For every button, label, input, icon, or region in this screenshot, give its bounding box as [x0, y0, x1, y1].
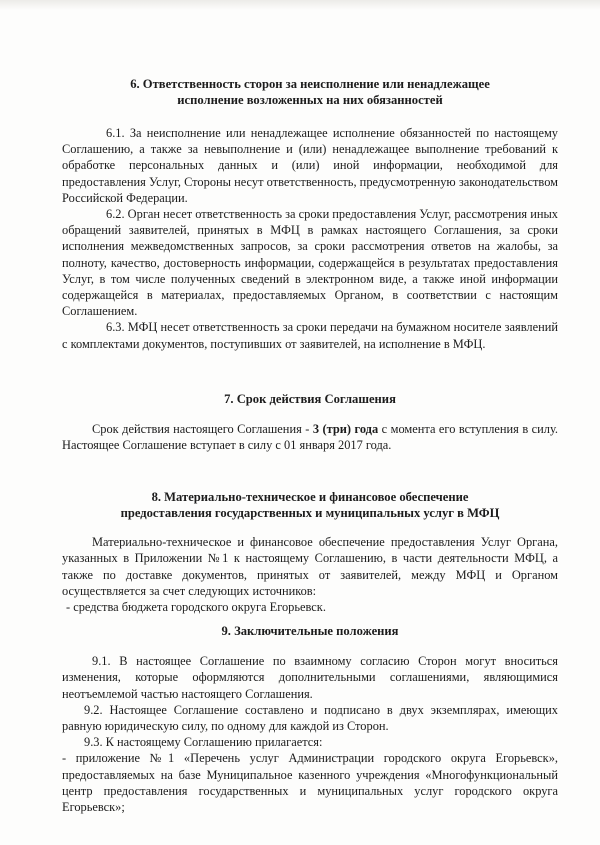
paragraph-6-1: 6.1. За неисполнение или ненадлежащее исполнение обязанностей по настоящему Соглашению, а также за невыполнение и (или) ненадлежащее выполнение требований к обработке персональных данных и (или) иной информации, необходимой для предоставления Услуг, Стороны несут ответственность, предусмотренную законодательством Российской Федерации. [62, 126, 558, 205]
section-6-heading [62, 76, 558, 108]
paragraph-6-2: 6.2. Орган несет ответственность за сроки предоставления Услуг, рассмотрения иных обращений заявителей, принятых в МФЦ в рамках настоящего Соглашения, за сроки исполнения межведомственных запросов, за сроки рассмотрения ответов на жалобы, за полноту, качество, достоверность информации, содержащейся в результатах предоставления Услуг, в том числе полученных сведений в электронном виде, а также иной информации содержащейся в материалах, предоставляемых Органом, в соответствии с настоящим Соглашением. [62, 207, 558, 319]
scan-edge [0, 0, 600, 10]
paragraph-9-3: 9.3. К настоящему Соглашению прилагается: [84, 735, 323, 750]
paragraph-8: Материально-техническое и финансовое обеспечение предоставления Услуг Органа, указанных в Приложении №1 к настоящему Соглашению, в части деятельности МФЦ, а также по доставке документов, принятых от заявителей, между МФЦ и Органом осуществляется за счет следующих источников: [62, 535, 558, 598]
section-8-heading [62, 489, 558, 521]
term-duration: 3 (три) года [312, 421, 379, 436]
section-6-heading-line1: 6. Ответственность сторон за неисполнение или ненадлежащее [130, 77, 490, 91]
paragraph-9-1: 9.1. В настоящее Соглашение по взаимному согласию Сторон могут вноситься изменения, которые оформляются дополнительными соглашениями, являющимися неотъемлемой частью настоящего Соглашения. [62, 654, 558, 701]
section-9-heading-text: 9. Заключительные положения [221, 624, 399, 639]
paragraph-6-3: 6.3. МФЦ несет ответственность за сроки передачи на бумажном носителе заявлений с комплектами документов, поступивших от заявителей, на исполнение в МФЦ. [62, 320, 558, 351]
funding-source-item: - средства бюджета городского округа Егорьевск. [66, 600, 326, 615]
section-6-heading-line2: исполнение возложенных на них обязанностей [177, 93, 443, 107]
section-7-heading-text: 7. Срок действия Соглашения [224, 391, 396, 406]
paragraph-7 [62, 421, 558, 453]
section-9-heading [62, 623, 558, 639]
paragraph-9-2: 9.2. Настоящее Соглашение составлено и подписано в двух экземплярах, имеющих равную юридическую силу, по одному для каждой из Сторон. [62, 702, 558, 734]
section-8-heading-line1: 8. Материально-техническое и финансовое обеспечение [151, 490, 469, 505]
appendix-item-1: - приложение №1 «Перечень услуг Администрации городского округа Егорьевск», предоставляемых на базе Муниципальное казенного учреждения «Многофункциональный центр предоставления государственных и муниципальных услуг городского округа Егорьевск»; [62, 751, 558, 815]
term-text-after: с момента его вступления в силу. Настоящее Соглашение вступает в силу с 01 января 2017 года. [62, 421, 559, 453]
term-text-before: Срок действия настоящего Соглашения - [92, 421, 313, 436]
section-7-heading [62, 391, 558, 407]
document-body [62, 76, 558, 815]
section-8-heading-line2: предоставления государственных и муниципальных услуг в МФЦ [120, 506, 500, 521]
